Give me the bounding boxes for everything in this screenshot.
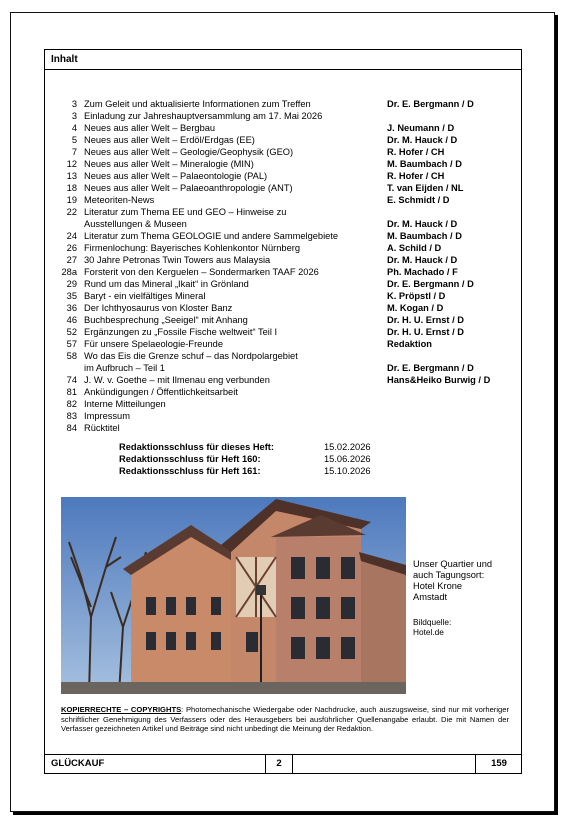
toc-title: Neues aus aller Welt – Bergbau xyxy=(84,123,216,133)
toc-page-number: 57 xyxy=(66,339,77,349)
toc-title: im Aufbruch – Teil 1 xyxy=(84,363,165,373)
toc-page-number: 27 xyxy=(66,255,77,265)
toc-entry xyxy=(45,146,521,158)
deadline-date: 15.02.2026 xyxy=(324,442,371,452)
photo-source-value: Hotel.de xyxy=(413,627,444,637)
footer-page-number: 2 xyxy=(276,758,282,769)
toc-page-number: 74 xyxy=(66,375,77,385)
toc-entry xyxy=(45,362,521,374)
toc-page-number: 58 xyxy=(66,351,77,361)
toc-entry xyxy=(45,182,521,194)
toc-title: Meteoriten-News xyxy=(84,195,155,205)
content-frame xyxy=(44,49,522,774)
toc-page-number: 35 xyxy=(66,291,77,301)
toc-title: Ankündigungen / Öffentlichkeitsarbeit xyxy=(84,387,238,397)
toc-author: Hans&Heiko Burwig / D xyxy=(387,375,491,385)
copyright-text: : Photomechanische Wiedergabe oder Nachdrucke, auch auszugsweise, sind nur mit vorheriger schriftlicher Genehmigung des Verfassers oder des Herausgebers bei ausführlicher Quellenangabe erlaubt. Die mit Namen der Verfasser gezeichneten Artikel und Beiträge sind nicht unbedingt die Meinung der Redaktion. xyxy=(61,705,509,734)
caption-line: auch Tagungsort: xyxy=(413,570,485,580)
photo-caption xyxy=(413,559,492,603)
toc-entry xyxy=(45,338,521,350)
toc-author: Dr. M. Hauck / D xyxy=(387,219,458,229)
toc-title: Buchbesprechung „Seeigel“ mit Anhang xyxy=(84,315,248,325)
toc-entry xyxy=(45,302,521,314)
toc-author: Dr. E. Bergmann / D xyxy=(387,279,474,289)
toc-author: M. Baumbach / D xyxy=(387,231,462,241)
footer-publication-name: GLÜCKAUF xyxy=(51,758,105,769)
section-header: Inhalt xyxy=(45,50,521,70)
deadline-label: Redaktionsschluss für Heft 161: xyxy=(119,466,261,476)
toc-title: Forsterit von den Kerguelen – Sondermarken TAAF 2026 xyxy=(84,267,319,277)
table-of-contents xyxy=(45,98,521,434)
deadline-label: Redaktionsschluss für Heft 160: xyxy=(119,454,261,464)
toc-page-number: 29 xyxy=(66,279,77,289)
page-footer xyxy=(45,754,521,773)
toc-entry xyxy=(45,290,521,302)
toc-author: Dr. M. Hauck / D xyxy=(387,135,458,145)
toc-entry xyxy=(45,374,521,386)
toc-title: Wo das Eis die Grenze schuf – das Nordpolargebiet xyxy=(84,351,298,361)
toc-title: Zum Geleit und aktualisierte Informationen zum Treffen xyxy=(84,99,311,109)
toc-page-number: 52 xyxy=(66,327,77,337)
toc-page-number: 3 xyxy=(71,111,77,121)
toc-author: J. Neumann / D xyxy=(387,123,455,133)
toc-title: Neues aus aller Welt – Palaeoanthropologie (ANT) xyxy=(84,183,293,193)
toc-title: Firmenlochung: Bayerisches Kohlenkontor Nürnberg xyxy=(84,243,301,253)
toc-author: E. Schmidt / D xyxy=(387,195,450,205)
toc-title: Der Ichthyosaurus von Kloster Banz xyxy=(84,303,233,313)
toc-title: Baryt - ein vielfältiges Mineral xyxy=(84,291,206,301)
toc-page-number: 18 xyxy=(66,183,77,193)
document-page xyxy=(10,12,555,812)
toc-page-number: 3 xyxy=(71,99,77,109)
toc-author: R. Hofer / CH xyxy=(387,147,445,157)
toc-entry xyxy=(45,194,521,206)
toc-author: M. Kogan / D xyxy=(387,303,444,313)
toc-page-number: 13 xyxy=(66,171,77,181)
toc-title: Neues aus aller Welt – Mineralogie (MIN) xyxy=(84,159,254,169)
toc-entry xyxy=(45,98,521,110)
toc-author: Dr. E. Bergmann / D xyxy=(387,363,474,373)
toc-title: Ergänzungen zu „Fossile Fische weltweit“ Teil I xyxy=(84,327,278,337)
toc-page-number: 83 xyxy=(66,411,77,421)
toc-entry xyxy=(45,410,521,422)
toc-author: Redaktion xyxy=(387,339,432,349)
copyright-label: KOPIERRECHTE – COPYRIGHTS xyxy=(61,705,182,714)
toc-title: Ausstellungen & Museen xyxy=(84,219,187,229)
toc-entry xyxy=(45,230,521,242)
toc-title: Neues aus aller Welt – Erdöl/Erdgas (EE) xyxy=(84,135,255,145)
toc-author: Ph. Machado / F xyxy=(387,267,458,277)
toc-page-number: 36 xyxy=(66,303,77,313)
toc-author: Dr. H. U. Ernst / D xyxy=(387,315,464,325)
footer-divider xyxy=(292,755,293,773)
toc-author: Dr. E. Bergmann / D xyxy=(387,99,474,109)
toc-page-number: 22 xyxy=(66,207,77,217)
toc-entry xyxy=(45,170,521,182)
toc-title: Rund um das Mineral „Ikait“ in Grönland xyxy=(84,279,249,289)
toc-entry xyxy=(45,314,521,326)
caption-line: Hotel Krone xyxy=(413,581,463,591)
toc-entry xyxy=(45,110,521,122)
toc-author: M. Baumbach / D xyxy=(387,159,462,169)
deadline-date: 15.10.2026 xyxy=(324,466,371,476)
toc-page-number: 26 xyxy=(66,243,77,253)
toc-page-number: 82 xyxy=(66,399,77,409)
caption-line: Unser Quartier und xyxy=(413,559,493,569)
photo-source-label: Bildquelle: xyxy=(413,617,452,627)
toc-page-number: 24 xyxy=(66,231,77,241)
toc-author: R. Hofer / CH xyxy=(387,171,445,181)
toc-page-number: 81 xyxy=(66,387,77,397)
footer-issue-number: 159 xyxy=(491,758,507,769)
toc-author: A. Schild / D xyxy=(387,243,442,253)
toc-entry xyxy=(45,398,521,410)
toc-title: Neues aus aller Welt – Geologie/Geophysik (GEO) xyxy=(84,147,294,157)
toc-entry xyxy=(45,326,521,338)
toc-entry xyxy=(45,122,521,134)
toc-title: Impressum xyxy=(84,411,130,421)
toc-page-number: 28a xyxy=(61,267,77,277)
toc-author: K. Pröpstl / D xyxy=(387,291,446,301)
caption-line: Amstadt xyxy=(413,592,448,602)
toc-page-number: 19 xyxy=(66,195,77,205)
toc-entry xyxy=(45,218,521,230)
toc-page-number: 12 xyxy=(66,159,77,169)
toc-entry xyxy=(45,242,521,254)
toc-title: Für unsere Spelaeologie-Freunde xyxy=(84,339,224,349)
toc-title: Literatur zum Thema GEOLOGIE und andere Sammelgebiete xyxy=(84,231,339,241)
deadline-date: 15.06.2026 xyxy=(324,454,371,464)
toc-page-number: 4 xyxy=(71,123,77,133)
toc-title: 30 Jahre Petronas Twin Towers aus Malaysia xyxy=(84,255,271,265)
toc-page-number: 84 xyxy=(66,423,77,433)
toc-page-number: 7 xyxy=(71,147,77,157)
toc-entry xyxy=(45,386,521,398)
toc-entry xyxy=(45,134,521,146)
deadline-label: Redaktionsschluss für dieses Heft: xyxy=(119,442,274,452)
toc-title: Rücktitel xyxy=(84,423,120,433)
toc-entry xyxy=(45,266,521,278)
toc-title: Interne Mitteilungen xyxy=(84,399,166,409)
copyright-notice xyxy=(61,705,509,734)
toc-title: Neues aus aller Welt – Palaeontologie (PAL) xyxy=(84,171,268,181)
hotel-photo xyxy=(61,497,406,694)
photo-source xyxy=(413,617,451,637)
toc-entry xyxy=(45,350,521,362)
toc-entry xyxy=(45,278,521,290)
toc-entry xyxy=(45,206,521,218)
toc-entry xyxy=(45,158,521,170)
toc-author: Dr. M. Hauck / D xyxy=(387,255,458,265)
toc-entry xyxy=(45,422,521,434)
toc-author: Dr. H. U. Ernst / D xyxy=(387,327,464,337)
toc-author: T. van Eijden / NL xyxy=(387,183,464,193)
toc-title: J. W. v. Goethe – mit Ilmenau eng verbunden xyxy=(84,375,270,385)
toc-entry xyxy=(45,254,521,266)
toc-page-number: 46 xyxy=(66,315,77,325)
toc-page-number: 5 xyxy=(71,135,77,145)
toc-title: Einladung zur Jahreshauptversammlung am 17. Mai 2026 xyxy=(84,111,323,121)
toc-title: Literatur zum Thema EE und GEO – Hinweise zu xyxy=(84,207,287,217)
